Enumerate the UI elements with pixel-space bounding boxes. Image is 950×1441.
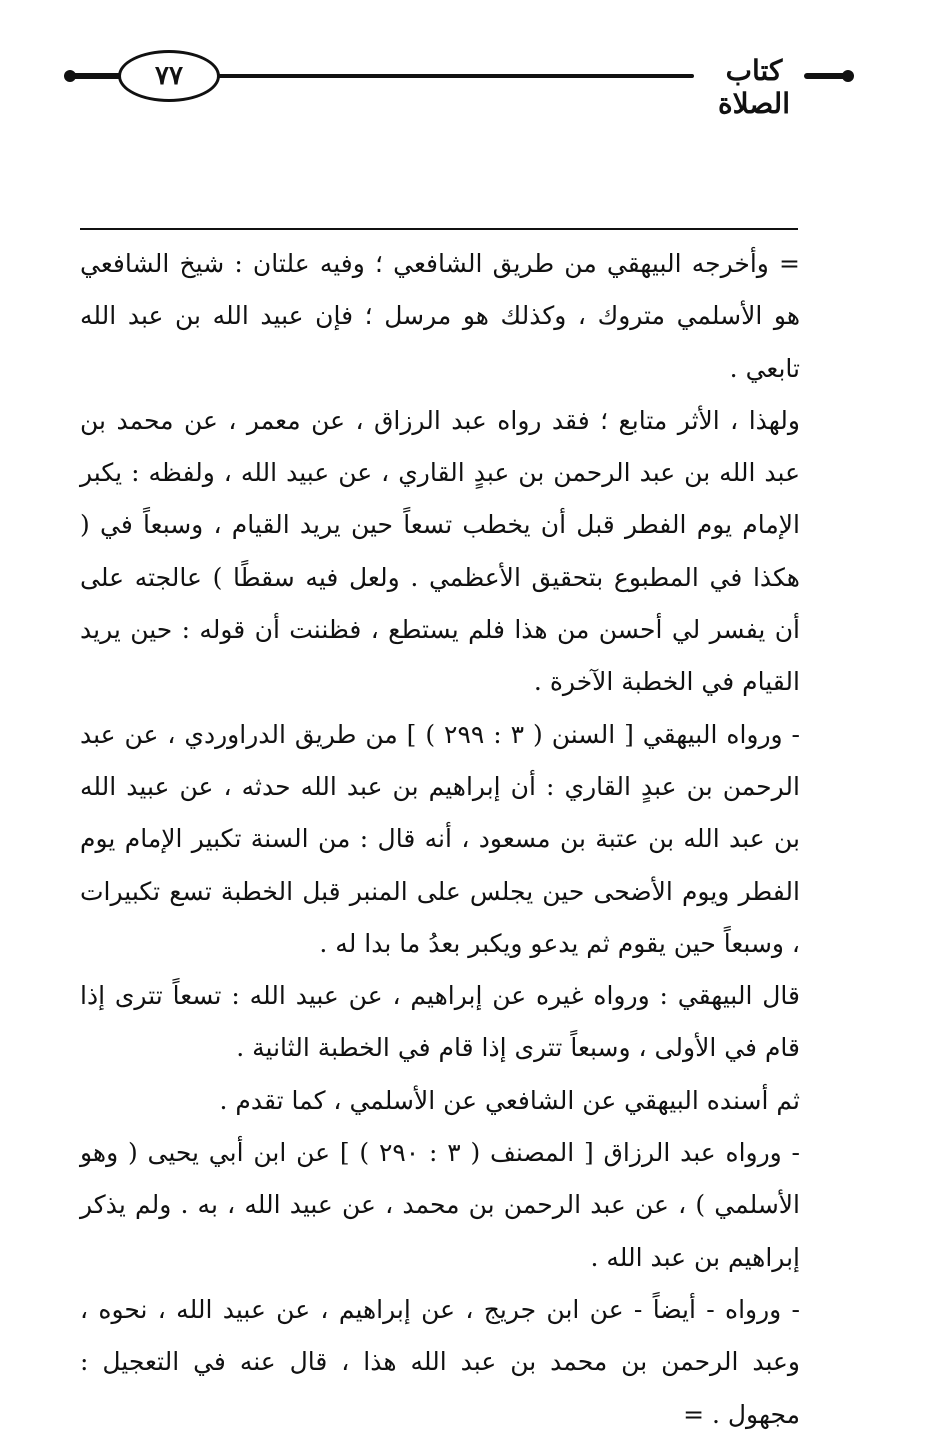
footnote-separator — [80, 228, 798, 230]
footnote-paragraph: قال البيهقي : ورواه غيره عن إبراهيم ، عن عبيد الله : تسعاً تترى إذا قام في الأولى ، وسبعاً تترى إذا قام في الخطبة الثانية . — [80, 981, 800, 1063]
footnote-text — [80, 238, 800, 1441]
running-title: كتاب الصلاة — [704, 54, 804, 120]
footnote-paragraph: - ورواه عبد الرزاق [ المصنف ( ٣ : ٢٩٠ ) ] عن ابن أبي يحيى ( وهو الأسلمي ) ، عن عبد الرحمن بن محمد ، عن عبيد الله ، به . ولم يذكر إبراهيم بن عبد الله . — [80, 1138, 800, 1272]
footnote-paragraph: - ورواه - أيضاً - عن ابن جريج ، عن إبراهيم ، عن عبيد الله ، نحوه ، وعبد الرحمن بن محمد بن عبد الله هذا ، قال عنه في التعجيل : مجهول . = — [80, 1294, 800, 1429]
header-rule-end-right — [842, 70, 854, 82]
footnote-paragraph: ولهذا ، الأثر متابع ؛ فقد رواه عبد الرزاق ، عن معمر ، عن محمد بن عبد الله بن عبد الرحمن بن عبدٍ القاري ، عن عبيد الله ، ولفظه : يكبر الإمام يوم الفطر قبل أن يخطب تسعاً حين يريد القيام ، وسبعاً في ( هكذا في المطبوع بتحقيق الأعظمي . ولعل فيه سقطًا ) عالجته على أن يفسر لي أحسن من هذا فلم يستطع ، فظننت أن قوله : حين يريد القيام في الخطبة الآخرة . — [80, 405, 800, 697]
page-number: ٧٧ — [118, 50, 220, 102]
footnote-paragraph: = وأخرجه البيهقي من طريق الشافعي ؛ وفيه علتان : شيخ الشافعي هو الأسلمي متروك ، وكذلك هو مرسل ؛ فإن عبيد الله بن عبد الله تابعي . — [80, 249, 800, 383]
header-rule-end-left — [64, 70, 76, 82]
footnote-paragraph: ثم أسنده البيهقي عن الشافعي عن الأسلمي ، كما تقدم . — [219, 1085, 800, 1115]
page-header — [64, 40, 854, 120]
footnote-paragraph: - ورواه البيهقي [ السنن ( ٣ : ٢٩٩ ) ] من طريق الدراوردي ، عن عبد الرحمن بن عبدٍ القاري : أن إبراهيم بن عبد الله حدثه ، عن عبيد الله بن عبد الله بن عتبة بن مسعود ، أنه قال : من السنة تكبير الإمام يوم الفطر ويوم الأضحى حين يجلس على المنبر قبل الخطبة تسع تكبيرات ، وسبعاً حين يقوم ثم يدعو ويكبر بعدُ ما بدا له . — [80, 719, 800, 958]
header-rule-middle — [214, 74, 694, 78]
